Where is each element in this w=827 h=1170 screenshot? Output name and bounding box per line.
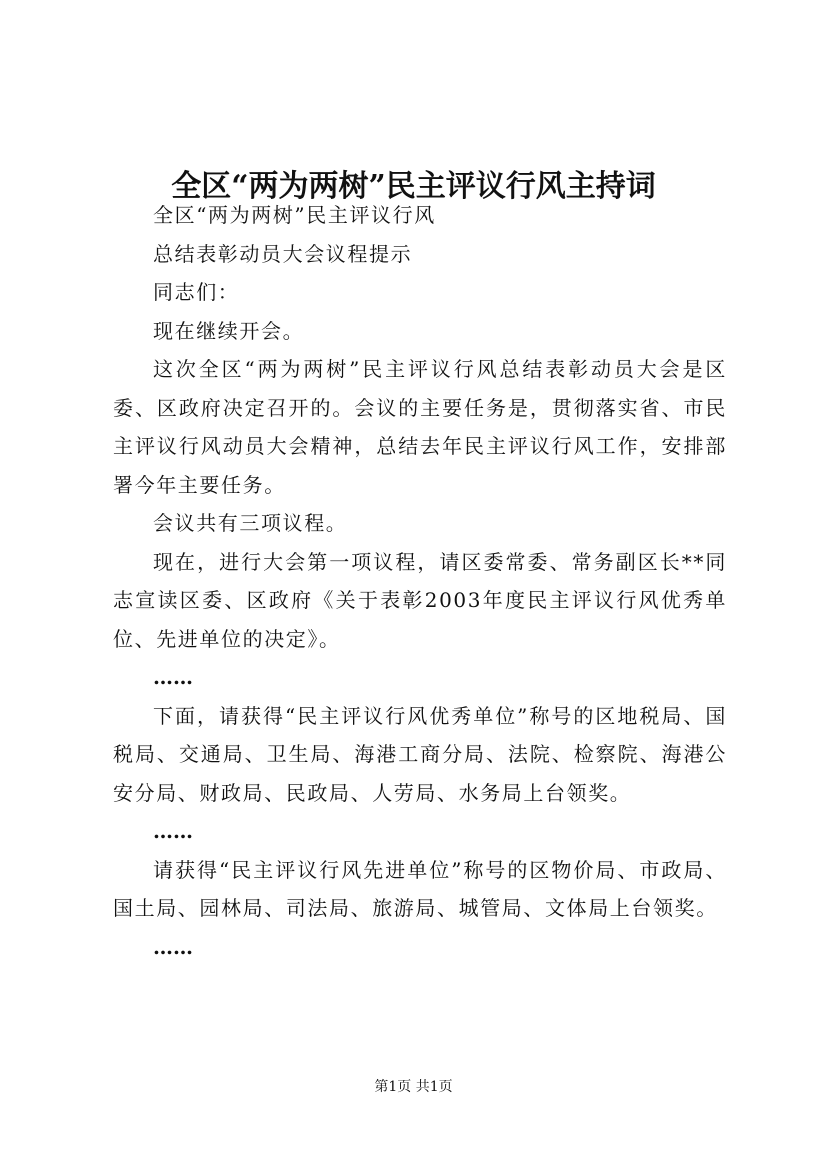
document-title: 全区“两为两树”民主评议行风主持词 bbox=[171, 169, 656, 205]
body-paragraph: 会议共有三项议程。 bbox=[153, 511, 348, 535]
document-body bbox=[113, 196, 727, 966]
ellipsis-line: …… bbox=[153, 819, 193, 843]
ellipsis-line: …… bbox=[153, 934, 193, 959]
body-paragraph: 下面，请获得“民主评议行风优秀单位”称号的区地税局、国税局、交通局、卫生局、海港工商分局、法院、检察院、海港公安分局、财政局、民政局、人劳局、水务局上台领奖。 bbox=[113, 703, 727, 805]
body-paragraph: 请获得“民主评议行风先进单位”称号的区物价局、市政局、国土局、园林局、司法局、旅游局、城管局、文体局上台领奖。 bbox=[113, 857, 727, 920]
subtitle-line-1: 全区“两为两树”民主评议行风 bbox=[153, 203, 436, 227]
body-paragraph: 这次全区“两为两树”民主评议行风总结表彰动员大会是区委、区政府决定召开的。会议的主要任务是，贯彻落实省、市民主评议行风动员大会精神，总结去年民主评议行风工作，安排部署今年主要任务。 bbox=[113, 357, 727, 497]
subtitle-line-2: 总结表彰动员大会议程提示 bbox=[153, 241, 413, 266]
page-footer: 第1页 共1页 bbox=[374, 1079, 453, 1095]
ellipsis-line: …… bbox=[153, 665, 193, 689]
body-paragraph: 现在继续开会。 bbox=[153, 318, 305, 343]
salutation: 同志们： bbox=[153, 280, 240, 304]
body-paragraph: 现在，进行大会第一项议程，请区委常委、常务副区长**同志宣读区委、区政府《关于表彰2003年度民主评议行风优秀单位、先进单位的决定》。 bbox=[113, 549, 727, 651]
